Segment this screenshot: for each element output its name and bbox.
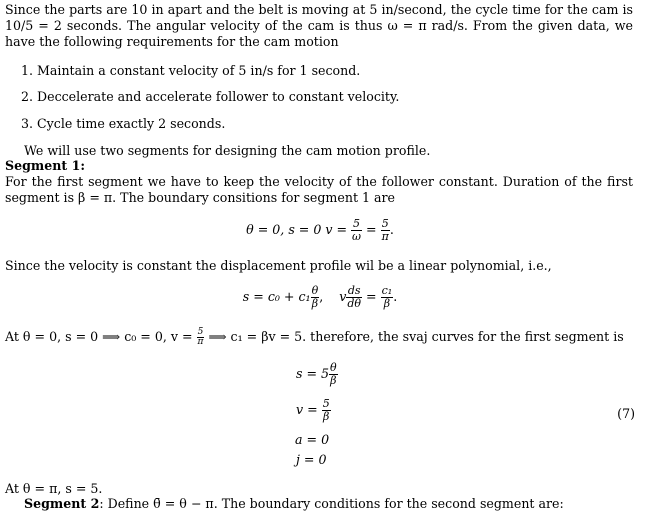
fraction-numerator: 5 (381, 217, 389, 230)
fraction-denominator: π (197, 337, 204, 347)
fraction (381, 218, 390, 243)
s-lhs: s = c₀ + c₁ (242, 289, 311, 304)
fraction-denominator: β (311, 297, 319, 310)
linear-equation (5, 285, 635, 310)
segment2-line (24, 496, 564, 512)
v-equation (296, 398, 331, 423)
segment2-heading: Segment 2 (24, 496, 100, 511)
fraction (322, 398, 331, 423)
fraction-numerator: 5 (197, 327, 204, 337)
boundary-equation (5, 218, 635, 243)
eq-boundary-lhs: θ = 0, s = 0 v = (246, 222, 352, 237)
fraction-numerator: ds (347, 284, 361, 297)
segment1-heading: Segment 1: (5, 158, 86, 173)
at-theta-zero-part2: ⟹ c₁ = βv = 5. therefore, the svaj curves for the first segment is (204, 329, 624, 344)
period: . (389, 222, 394, 237)
fraction-numerator: θ (330, 361, 337, 374)
requirement-item: 3. Cycle time exactly 2 seconds. (21, 116, 226, 131)
fraction-denominator: dθ (347, 297, 362, 310)
fraction (381, 285, 394, 310)
equals-sign: = (362, 289, 381, 304)
fraction-denominator: π (381, 230, 389, 243)
at-theta-zero-part1: At θ = 0, s = 0 ⟹ c₀ = 0, v = (5, 329, 197, 344)
fraction-numerator: 5 (353, 217, 361, 230)
comma: , (319, 289, 324, 304)
intro-paragraph: Since the parts are 10 in apart and the belt is moving at 5 in/second, the cycle time for the cam is 10/5 = 2 seconds. The angular velocity of the cam is thus ω = π rad/s. From the given data, we have the following requirements for the cam motion (5, 2, 633, 49)
fraction-numerator: θ (311, 284, 319, 297)
j-equation: j = 0 (296, 452, 327, 467)
s-lhs: s = 5 (296, 366, 330, 381)
velocity-text: Since the velocity is constant the displacement profile wil be a linear polynomial, i.e., (5, 258, 552, 273)
period: . (393, 289, 398, 304)
two-segments-text: We will use two segments for designing the cam motion profile. (24, 143, 431, 158)
v-lhs: v = (296, 402, 322, 417)
fraction-numerator: 5 (322, 397, 330, 410)
fraction (346, 285, 362, 310)
requirement-item: 1. Maintain a constant velocity of 5 in/s for 1 second. (21, 63, 361, 78)
fraction-denominator: β (323, 410, 330, 423)
fraction (329, 362, 338, 387)
fraction (351, 218, 362, 243)
at-theta-pi-text: At θ = π, s = 5. (5, 481, 103, 496)
fraction-denominator: ω (352, 230, 362, 243)
segment1-paragraph: For the first segment we have to keep the velocity of the follower constant. Duration of the first segment is β = π. The boundary consitions for segment 1 are (5, 174, 633, 205)
v-lhs: v (339, 289, 347, 304)
fraction-numerator: c₁ (381, 284, 393, 297)
s-equation (296, 362, 338, 387)
at-theta-zero-line (5, 328, 624, 347)
segment2-text: : Define θ̄ = θ − π. The boundary conditions for the second segment are: (99, 496, 564, 511)
fraction-denominator: β (330, 374, 337, 387)
requirement-item: 2. Deccelerate and accelerate follower to constant velocity. (21, 89, 400, 104)
equation-number: (7) (617, 406, 635, 421)
a-equation: a = 0 (295, 432, 330, 447)
fraction (311, 285, 320, 310)
equals-sign: = (362, 222, 381, 237)
fraction-denominator: β (383, 297, 391, 310)
